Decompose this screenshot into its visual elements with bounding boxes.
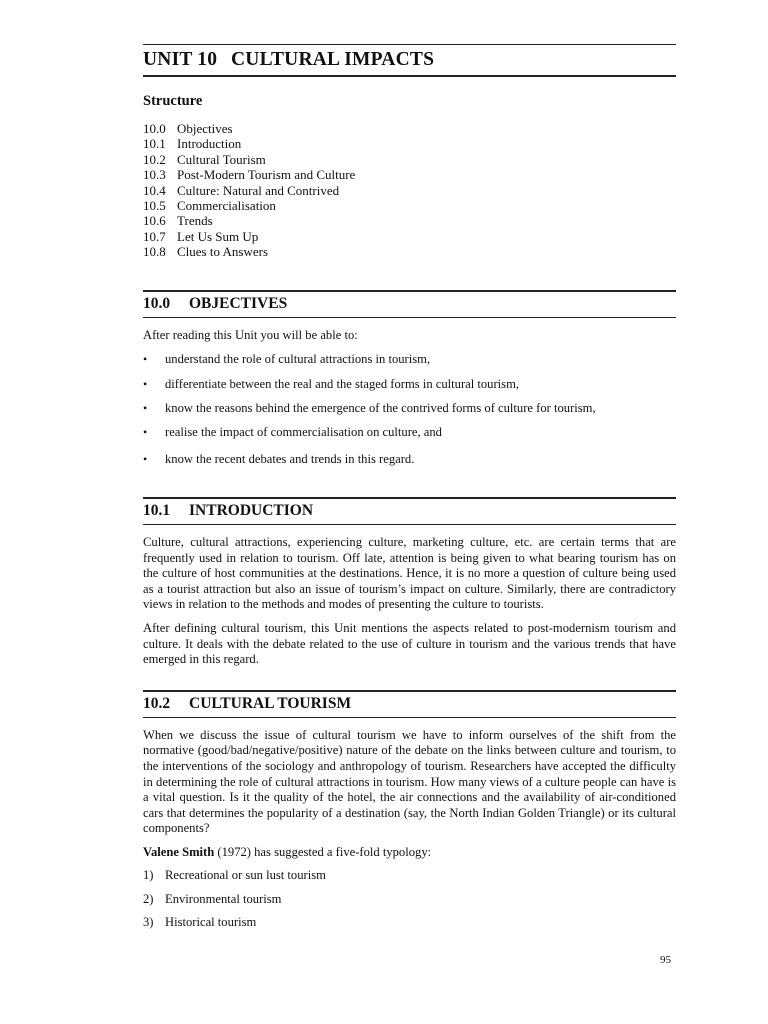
- structure-item-label: Clues to Answers: [177, 244, 268, 260]
- structure-item-label: Objectives: [177, 121, 233, 136]
- section-number: 10.0: [143, 294, 171, 312]
- section-number: 10.1: [143, 501, 171, 519]
- section-heading-objectives: [143, 292, 676, 317]
- structure-item-label: Post-Modern Tourism and Culture: [177, 167, 356, 183]
- structure-item-label: Culture: Natural and Contrived: [177, 182, 340, 198]
- structure-item-number: 10.8: [143, 244, 166, 260]
- structure-list: [143, 121, 676, 260]
- section-number: 10.2: [143, 694, 171, 712]
- structure-item-label: Let Us Sum Up: [177, 228, 259, 244]
- structure-item-number: 10.4: [143, 182, 166, 198]
- structure-item-number: 10.2: [143, 151, 166, 167]
- section-heading-cultural-tourism: [143, 692, 676, 717]
- unit-title: [143, 48, 676, 72]
- list-item: [143, 377, 676, 393]
- bullet-icon: •: [143, 376, 148, 391]
- list-item-text: understand the role of cultural attractions in tourism,: [165, 352, 431, 367]
- list-item-text: Environmental tourism: [165, 891, 282, 906]
- list-item: [143, 868, 676, 884]
- bullet-icon: •: [143, 400, 148, 415]
- list-item: [143, 401, 676, 417]
- structure-item-number: 10.1: [143, 136, 166, 152]
- bullet-icon: •: [143, 425, 148, 440]
- list-item-text: know the reasons behind the emergence of the contrived forms of culture for tourism,: [165, 400, 596, 415]
- bullet-icon: •: [143, 451, 148, 466]
- section-title: CULTURAL TOURISM: [189, 694, 352, 712]
- structure-item: [143, 136, 676, 151]
- structure-heading: Structure: [143, 93, 203, 109]
- unit-title-rule: [143, 75, 676, 77]
- bullet-icon: •: [143, 352, 148, 367]
- structure-item: [143, 121, 676, 136]
- structure-item: [143, 152, 676, 167]
- structure-item-number: 10.6: [143, 213, 166, 229]
- structure-item: [143, 167, 676, 182]
- unit-number: UNIT 10: [143, 49, 218, 70]
- structure-item-label: Commercialisation: [177, 198, 276, 214]
- structure-item: [143, 198, 676, 213]
- list-item: [143, 915, 676, 931]
- structure-item-number: 10.5: [143, 198, 166, 214]
- structure-item-number: 10.7: [143, 228, 166, 244]
- list-item-number: 3): [143, 915, 154, 930]
- list-item-number: 2): [143, 891, 154, 906]
- list-item-text: Recreational or sun lust tourism: [165, 868, 326, 883]
- list-item: [143, 352, 676, 368]
- page-number: 95: [660, 954, 671, 966]
- page-content: [143, 44, 676, 939]
- top-rule: [143, 44, 676, 45]
- list-item-text: Historical tourism: [165, 915, 257, 930]
- list-item: [143, 892, 676, 908]
- structure-item-number: 10.3: [143, 167, 166, 183]
- introduction-paragraph-1: Culture, cultural attractions, experiencing culture, marketing culture, etc. are certain terms that are frequently used in relation to tourism. Off late, attention is being given to what bearing tourism has on the culture of host communities at the destinations. Hence, it is no more a question of culture being used as a tourist attraction but also an issue of tourism’s impact on culture. Similarly, there are contradictory views in relation to the methods and modes of presenting the culture to tourists.: [143, 534, 676, 612]
- structure-item-label: Cultural Tourism: [177, 151, 266, 167]
- structure-item-label: Trends: [177, 213, 213, 229]
- cultural-tourism-paragraph: When we discuss the issue of cultural tourism we have to inform ourselves of the shift from the normative (good/bad/negative/positive) nature of the debate on the links between culture and tourism, to the interventions of the sociology and anthropology of tourism. Researchers have accepted the difficulty in determining the role of cultural attractions in tourism. How many views of a culture people can have is a vital question. Is it the quality of the hotel, the air connections and the availability of air-conditioned cars that determines the popularity of a destination (say, the North Indian Golden Triangle) or its cultural components?: [143, 727, 676, 836]
- list-item: [143, 452, 676, 468]
- typology-intro-text: (1972) has suggested a five-fold typology:: [214, 844, 432, 859]
- list-item-text: differentiate between the real and the staged forms in cultural tourism,: [165, 376, 520, 391]
- structure-item: [143, 183, 676, 198]
- typology-intro: [143, 845, 676, 861]
- structure-item-label: Introduction: [177, 136, 242, 152]
- list-item-text: know the recent debates and trends in this regard.: [165, 451, 415, 466]
- unit-name: CULTURAL IMPACTS: [231, 49, 435, 70]
- structure-item: [143, 213, 676, 228]
- section-heading-introduction: [143, 499, 676, 524]
- list-item-number: 1): [143, 868, 154, 883]
- section-title: OBJECTIVES: [189, 294, 288, 312]
- list-item-text: realise the impact of commercialisation on culture, and: [165, 425, 442, 440]
- objectives-list: [143, 352, 676, 467]
- introduction-paragraph-2: After defining cultural tourism, this Unit mentions the aspects related to post-modernism tourism and culture. It deals with the debate related to the use of culture in tourism and the various trends that have emerged in this regard.: [143, 620, 676, 667]
- author-name: Valene Smith: [143, 844, 215, 859]
- typology-list: [143, 868, 676, 930]
- list-item: [143, 425, 676, 441]
- structure-item-number: 10.0: [143, 121, 166, 136]
- structure-item: [143, 244, 676, 259]
- structure-item: [143, 229, 676, 244]
- objectives-intro: After reading this Unit you will be able to:: [143, 327, 358, 342]
- section-title: INTRODUCTION: [189, 501, 314, 519]
